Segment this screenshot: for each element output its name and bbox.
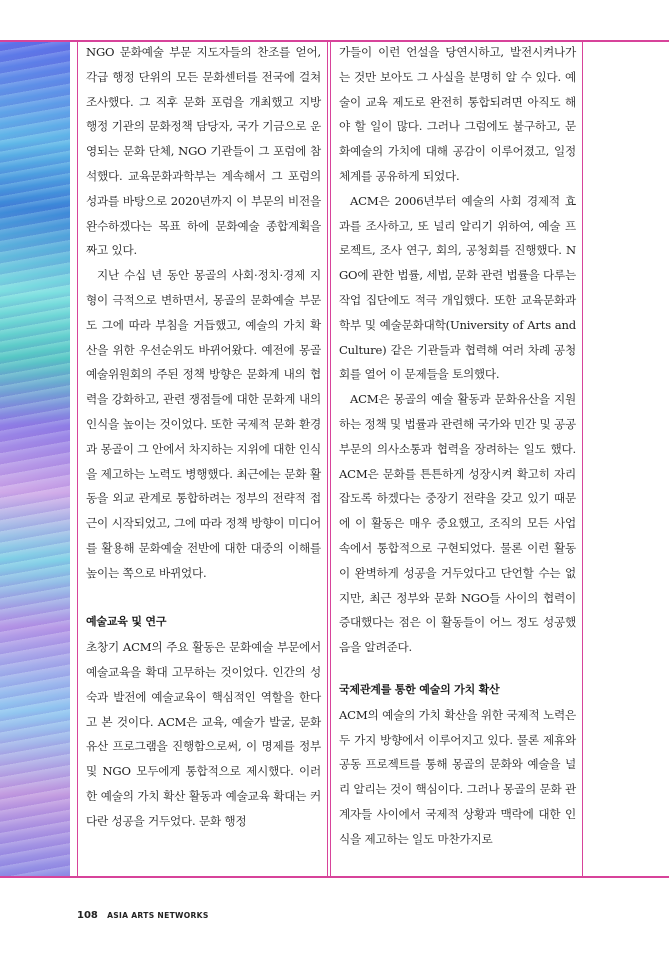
section-heading-international-relations: 국제관계를 통한 예술의 가치 확산 (339, 682, 500, 696)
right-paragraph-2: ACM은 2006년부터 예술의 사회 경제적 효과를 조사하고, 또 널리 알리기 위하여, 예술 프로젝트, 조사 연구, 회의, 공청회를 진행했다. NGO에 관한 법률, 세법, 문화 관련 법률을 다루는 작업 집단에도 적극 개입했다. 또한 교육문화과학부 및 예술문화대학(University of Arts and Culture) 같은 기관들과 협력해 여러 차례 공청회를 열어 이 문제들을 토의했다. (339, 193, 576, 382)
section-spacer (339, 660, 576, 678)
publication-name: ASIA ARTS NETWORKS (107, 911, 209, 920)
page-number: 108 (77, 910, 98, 921)
section-spacer (86, 586, 321, 611)
decorative-gradient-strip (0, 40, 70, 878)
left-column (77, 40, 328, 834)
page-footer (77, 910, 209, 921)
left-paragraph-3: 초창기 ACM의 주요 활동은 문화예술 부문에서 예술교육을 확대 고무하는 것이었다. 인간의 성숙과 발전에 예술교육이 핵심적인 역할을 한다고 본 것이다. ACM은 교육, 예술가 발굴, 문화유산 프로그램을 진행함으로써, 이 명제를 정부 및 NGO 모두에게 통합적으로 제시했다. 이러한 예술의 가치 확산 활동과 예술교육 확대는 커다란 성공을 거두었다. 문화 행정 (86, 640, 321, 828)
right-column (330, 40, 583, 852)
right-paragraph-3: ACM은 몽골의 예술 활동과 문화유산을 지원하는 정책 및 법률과 관련해 국가와 민간 및 공공 부문의 의사소통과 협력을 장려하는 일도 했다. ACM은 문화를 튼튼하게 성장시켜 확고히 자리 잡도록 하겠다는 중장기 전략을 갖고 있기 때문에 이 활동은 매우 중요했고, 조직의 모든 사업 속에서 통합적으로 구현되었다. 물론 이런 활동이 완벽하게 성공을 거두었다고 단언할 수는 없지만, 최근 정부와 문화 NGO들 사이의 협력이 증대했다는 점은 이 활동들이 어느 정도 성공했음을 알려준다. (339, 392, 576, 655)
right-paragraph-1: 가들이 이런 언설을 당연시하고, 발전시켜나가는 것만 보아도 그 사실을 분명히 알 수 있다. 예술이 교육 제도로 완전히 통합되려면 아직도 해야 할 일이 많다. 그러나 그럼에도 불구하고, 문화예술의 가치에 대해 공감이 이루어졌고, 일정 체계를 공유하게 되었다. (339, 45, 576, 183)
right-paragraph-4: ACM의 예술의 가치 확산을 위한 국제적 노력은 두 가지 방향에서 이루어지고 있다. 물론 제휴와 공동 프로젝트를 통해 몽골의 문화와 예술을 널리 알리는 것이 핵심이다. 그러나 몽골의 문화 관계자들 사이에서 국제적 상황과 맥락에 대한 인식을 제고하는 일도 마찬가지로 (339, 707, 576, 846)
section-heading-arts-education: 예술교육 및 연구 (86, 615, 167, 629)
left-paragraph-1: NGO 문화예술 부문 지도자들의 찬조를 얻어, 각급 행정 단위의 모든 문화센터를 전국에 걸쳐 조사했다. 그 직후 문화 포럼을 개최했고 지방 행정 기관의 문화정책 담당자, 국가 기금으로 운영되는 문화 단체, NGO 기관들이 그 포럼에 참석했다. 교육문화과학부는 계속해서 그 포럼의 성과를 바탕으로 2020년까지 이 부문의 비전을 완수하겠다는 목표 하에 문화예술 종합계획을 짜고 있다. (86, 45, 321, 258)
left-paragraph-2: 지난 수십 년 동안 몽골의 사회·정치·경제 지형이 극적으로 변하면서, 몽골의 문화예술 부문도 그에 따라 부침을 거듭했고, 예술의 가치 확산을 위한 우선순위도 바뀌어왔다. 예전에 몽골 예술위원회의 주된 정책 방향은 문화계 내의 협력을 강화하고, 관련 쟁점들에 대한 문화계 내의 인식을 높이는 것이었다. 또한 국제적 문화 환경과 몽골이 그 안에서 차지하는 지위에 대한 인식을 제고하는 노력도 병행했다. 최근에는 문화 활동을 외교 관계로 통합하려는 정부의 전략적 접근이 시작되었고, 그에 따라 정책 방향이 미디어를 활용해 문화예술 전반에 대한 대중의 이해를 높이는 쪽으로 바뀌었다. (86, 268, 321, 580)
